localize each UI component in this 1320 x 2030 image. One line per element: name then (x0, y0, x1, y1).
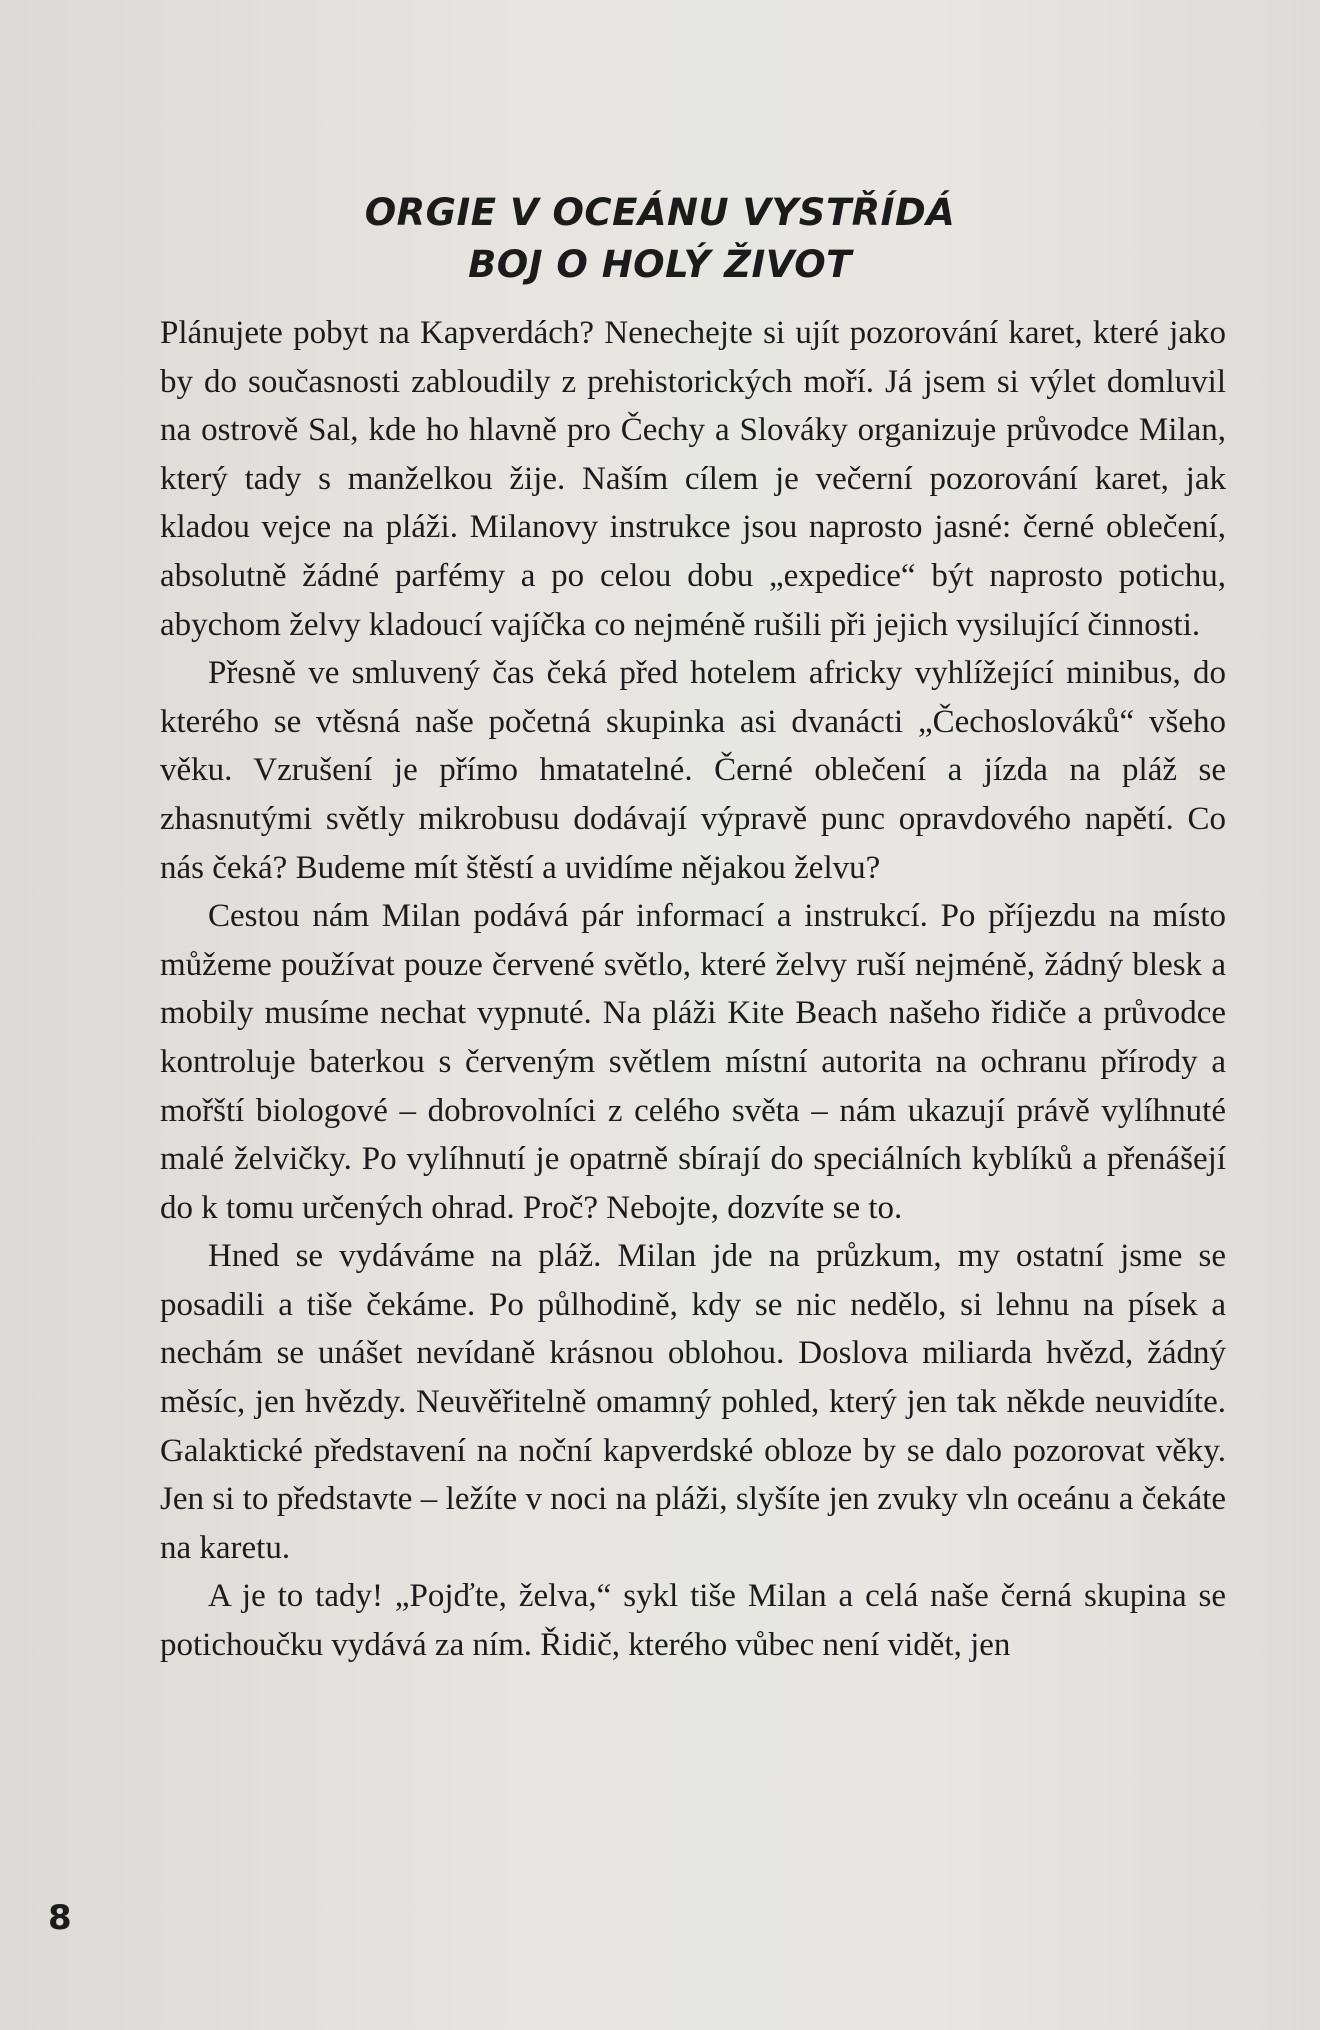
paragraph-2: Přesně ve smluvený čas čeká před hotelem africky vyhlížející minibus, do kterého se vtěsná naše početná skupinka asi dvanácti „Čechoslováků“ všeho věku. Vzrušení je přímo hmatatelné. Černé oblečení a jízda na pláž se zhasnutými světly mikrobusu dodávají výpravě punc opravdového napětí. Co nás čeká? Budeme mít štěstí a uvidíme nějakou želvu? (160, 655, 1226, 886)
page-number: 8 (48, 1898, 72, 1938)
body-text (160, 309, 1226, 1670)
paragraph-1: Plánujete pobyt na Kapverdách? Nenechejte si ujít pozorování karet, které jako by do současnosti zabloudily z prehistorických moří. Já jsem si výlet domluvil na ostrově Sal, kde ho hlavně pro Čechy a Slováky organizuje průvodce Milan, který tady s manželkou žije. Naším cílem je večerní pozorování karet, jak kladou vejce na pláži. Milanovy instrukce jsou naprosto jasné: černé oblečení, absolutně žádné parfémy a po celou dobu „expedice“ být naprosto potichu, abychom želvy kladoucí vajíčka co nejméně rušili při jejich vysilující činnosti. (160, 315, 1226, 643)
paragraph-5: A je to tady! „Pojďte, želva,“ sykl tiše Milan a celá naše černá skupina se potichoučku vydává za ním. Řidič, kterého vůbec není vidět, jen (160, 1578, 1226, 1664)
paragraph-4: Hned se vydáváme na pláž. Milan jde na průzkum, my ostatní jsme se posadili a tiše čekáme. Po půlhodině, kdy se nic nedělo, si lehnu na písek a nechám se unášet nevídaně krásnou oblohou. Doslova miliarda hvězd, žádný měsíc, jen hvězdy. Neuvěřitelně omamný pohled, který jen tak někde neuvidíte. Galaktické představení na noční kapverdské obloze by se dalo pozorovat věky. Jen si to představte – ležíte v noci na pláži, slyšíte jen zvuky vln oceánu a čekáte na karetu. (160, 1238, 1226, 1566)
chapter-heading-line-2: BOJ O HOLÝ ŽIVOT (468, 242, 852, 286)
chapter-heading-line-1: ORGIE V OCEÁNU VYSTŘÍDÁ (364, 190, 956, 234)
paragraph-3: Cestou nám Milan podává pár informací a instrukcí. Po příjezdu na místo můžeme používat pouze červené světlo, které želvy ruší nejméně, žádný blesk a mobily musíme nechat vypnuté. Na pláži Kite Beach našeho řidiče a průvodce kontroluje baterkou s červeným světlem místní autorita na ochranu přírody a mořští biologové – dobrovolníci z celého světa – nám ukazují právě vylíhnuté malé želvičky. Po vylíhnutí je opatrně sbírají do speciálních kyblíků a přenášejí do k tomu určených ohrad. Proč? Nebojte, dozvíte se to. (160, 898, 1226, 1226)
chapter-heading (0, 187, 1320, 291)
